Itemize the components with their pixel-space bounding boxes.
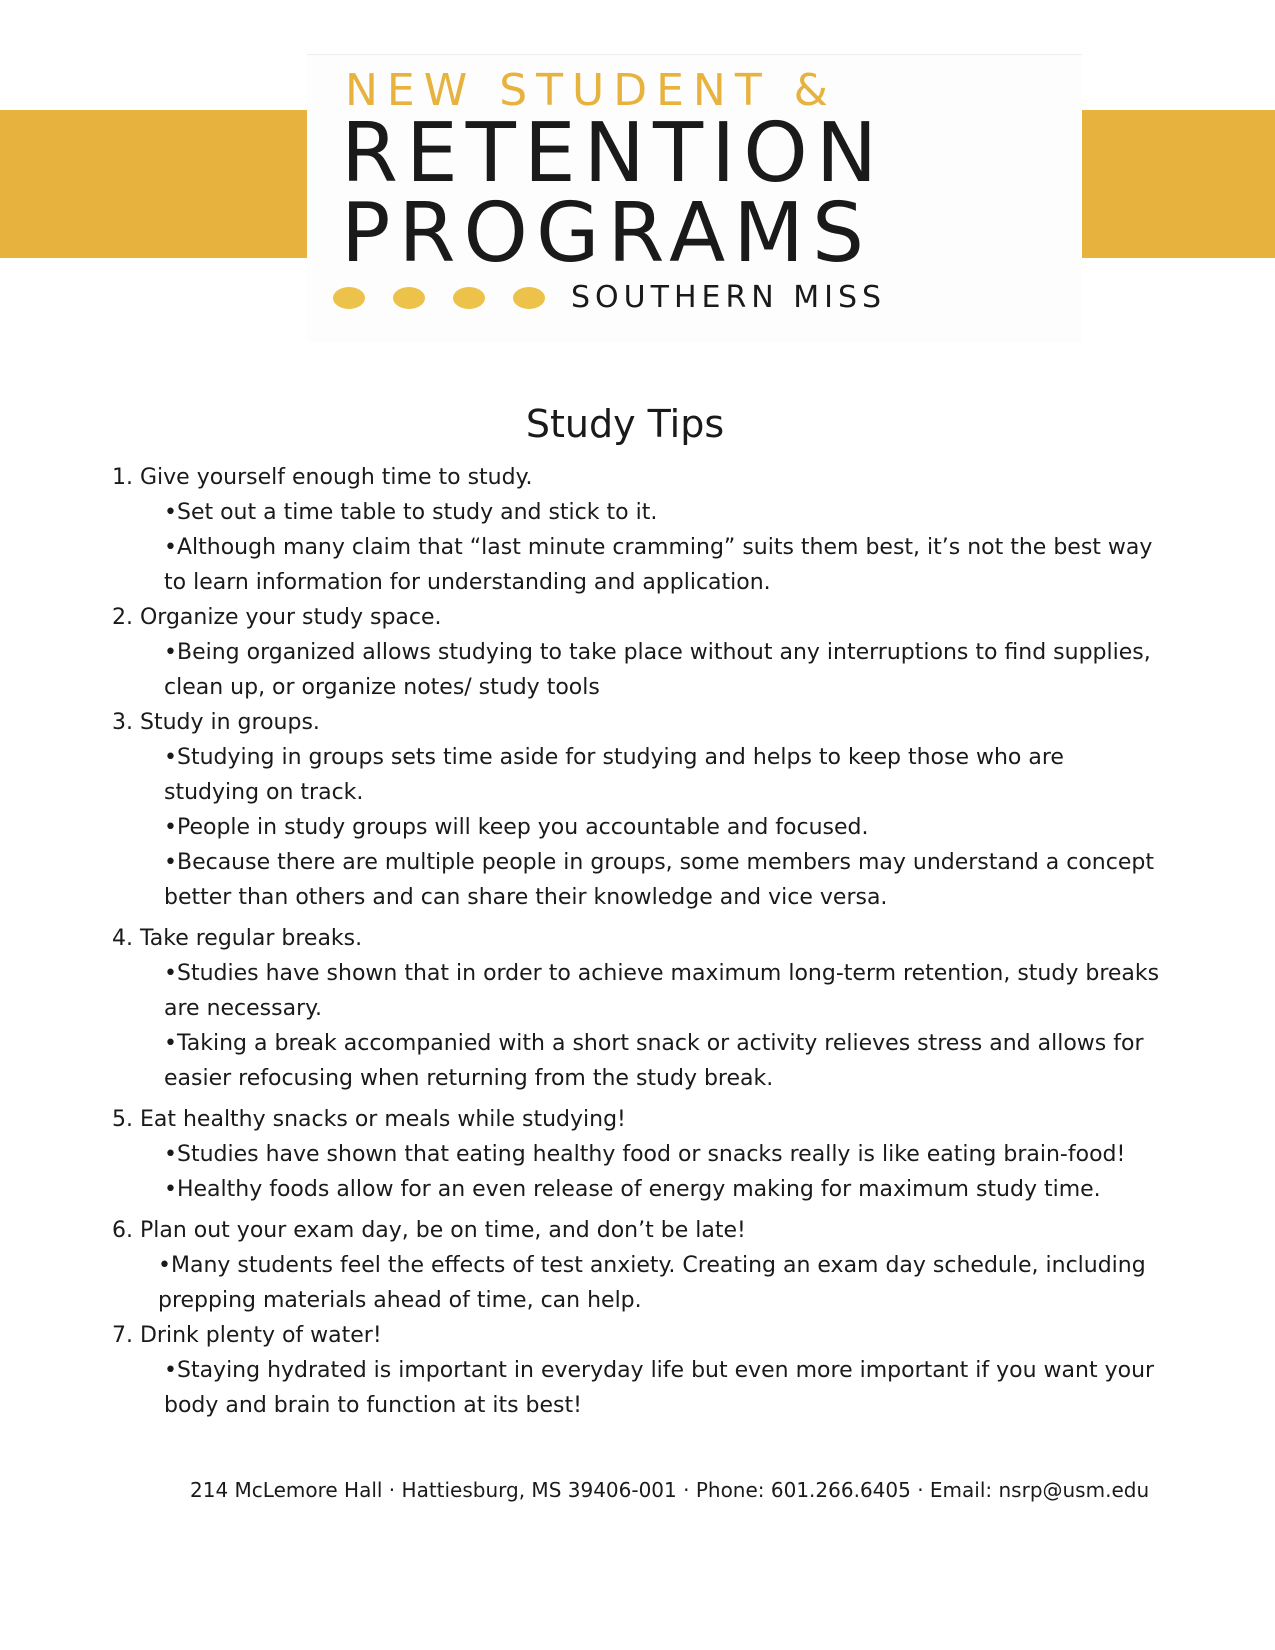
header-band-right xyxy=(1082,110,1275,258)
header-band-left xyxy=(0,110,307,258)
logo-dots xyxy=(333,287,545,309)
tip-bullet: •Studies have shown that eating healthy food or snacks really is like eating brain-food! xyxy=(164,1142,1126,1167)
tip-heading: 4. Take regular breaks. xyxy=(112,926,363,951)
tip-bullet: •Taking a break accompanied with a short snack or activity relieves stress and allows for easier refocusing when returning from the study break. xyxy=(164,1031,1144,1091)
tip-heading: 3. Study in groups. xyxy=(112,710,320,735)
contact-footer: 214 McLemore Hall · Hattiesburg, MS 39406-001 · Phone: 601.266.6405 · Email: nsrp@usm.edu xyxy=(190,1478,1150,1502)
tip-heading: 6. Plan out your exam day, be on time, and don’t be late! xyxy=(112,1218,746,1243)
tip-bullet: •Being organized allows studying to take place without any interruptions to find supplies, clean up, or organize notes/ study tools xyxy=(164,640,1151,700)
tip-bullet: •People in study groups will keep you accountable and focused. xyxy=(164,815,869,840)
logo-line-programs: PROGRAMS xyxy=(341,186,873,281)
tips-list xyxy=(112,460,1192,1423)
tip-item xyxy=(112,1102,1192,1207)
tip-bullet: •Studying in groups sets time aside for studying and helps to keep those who are studying on track. xyxy=(164,745,1064,805)
tip-item xyxy=(112,1213,1192,1318)
tip-bullet: •Staying hydrated is important in everyday life but even more important if you want your body and brain to function at its best! xyxy=(164,1358,1155,1418)
logo-dot-icon xyxy=(393,287,425,309)
tip-item xyxy=(112,1318,1192,1423)
logo-line-retention: RETENTION xyxy=(341,106,886,201)
logo-line-southern-miss: SOUTHERN MISS xyxy=(571,280,887,315)
tip-item xyxy=(112,460,1192,600)
tip-heading: 2. Organize your study space. xyxy=(112,605,442,630)
tip-bullet: •Many students feel the effects of test anxiety. Creating an exam day schedule, including prepping materials ahead of time, can help. xyxy=(158,1253,1146,1313)
tip-heading: 1. Give yourself enough time to study. xyxy=(112,465,533,490)
page-title: Study Tips xyxy=(525,402,725,446)
logo-dot-icon xyxy=(453,287,485,309)
program-logo xyxy=(307,54,1082,342)
tip-bullet: •Studies have shown that in order to achieve maximum long-term retention, study breaks are necessary. xyxy=(164,961,1160,1021)
tip-item xyxy=(112,921,1192,1096)
logo-line-new-student: NEW STUDENT & xyxy=(345,65,837,116)
logo-dot-icon xyxy=(333,287,365,309)
tip-bullet: •Healthy foods allow for an even release of energy making for maximum study time. xyxy=(164,1177,1101,1202)
tip-item xyxy=(112,600,1192,705)
tip-heading: 7. Drink plenty of water! xyxy=(112,1323,382,1348)
tip-heading: 5. Eat healthy snacks or meals while studying! xyxy=(112,1107,626,1132)
tip-item xyxy=(112,705,1192,915)
tip-bullet: •Although many claim that “last minute cramming” suits them best, it’s not the best way to learn information for understanding and application. xyxy=(164,535,1153,595)
logo-dot-icon xyxy=(513,287,545,309)
tip-bullet: •Because there are multiple people in groups, some members may understand a concept better than others and can share their knowledge and vice versa. xyxy=(164,850,1154,910)
tip-bullet: •Set out a time table to study and stick to it. xyxy=(164,500,658,525)
